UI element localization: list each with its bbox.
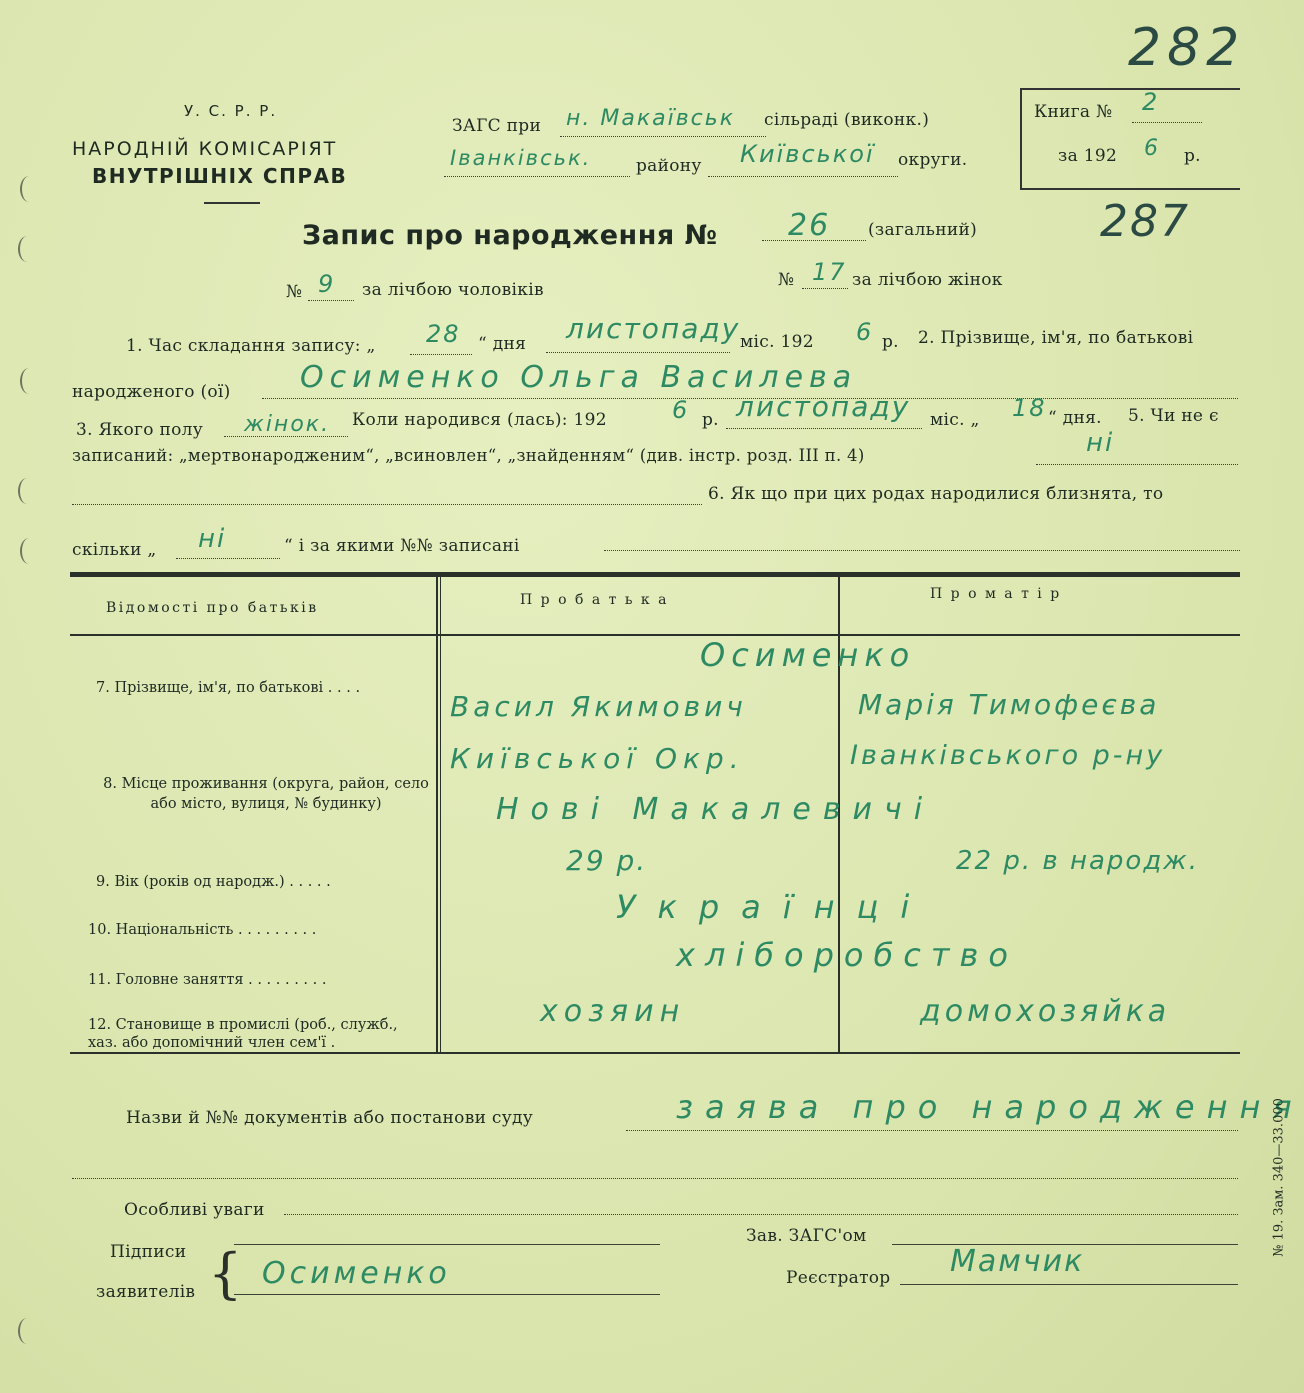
field5-label-cont: записаний: „мертвонародженим“, „всиновлен“, „знайденням“ (див. інстр. розд. III п. 4) <box>72 446 865 465</box>
field1-month-line <box>546 352 730 353</box>
male-count-value: 9 <box>318 270 336 298</box>
documents-line <box>626 1130 1238 1131</box>
zags-district-line <box>444 176 630 177</box>
page-number: 282 <box>1128 18 1246 78</box>
table-mother-name: Марія Тимофеєва <box>858 688 1160 721</box>
table-row-label: 12. Становище в промислі (роб., служб., хаз. або допомічний член сем'ї . <box>88 1017 398 1051</box>
binding-hole-mark <box>20 368 38 394</box>
field4-label: Коли народився (лась): 192 <box>352 410 607 430</box>
table-header-info: Відомості про батьків <box>106 600 319 616</box>
field5-line-2 <box>72 504 702 505</box>
female-count-prefix: № <box>778 270 795 290</box>
documents-label: Назви й №№ документів або постанови суду <box>126 1108 534 1128</box>
female-count-line <box>802 288 848 289</box>
table-row-label: 10. Національність . . . . . . . . . <box>88 922 317 938</box>
table-row-label: 11. Головне заняття . . . . . . . . . <box>88 972 327 988</box>
applicants-label-2: заявителів <box>96 1282 196 1302</box>
female-count-label: за лічбою жінок <box>852 270 1003 290</box>
zags-okrug-value: Київської <box>740 140 875 168</box>
print-mark: № 19. Зам. 340—33.000 <box>1271 1098 1287 1257</box>
field1-day: 28 <box>426 320 461 348</box>
applicant-signature: Осименко <box>262 1256 451 1291</box>
field4-day: 18 <box>1012 394 1047 422</box>
field1-day-line <box>410 354 472 355</box>
zags-village-value: н. Макаївськ <box>566 106 736 131</box>
zags-okrug-label: округи. <box>898 150 968 170</box>
table-top-rule <box>70 572 1240 577</box>
table-row-label: 9. Вік (років од народж.) . . . . . <box>96 874 331 890</box>
notes-label: Особливі уваги <box>124 1200 265 1220</box>
field6-count-prefix: скільки „ <box>72 540 157 560</box>
table-nationality: Українці <box>616 888 932 926</box>
table-father-name: Васил Якимович <box>450 690 747 723</box>
field4-year-suffix: р. <box>702 410 719 430</box>
binding-hole-mark <box>20 538 38 564</box>
binding-hole-mark <box>20 176 38 202</box>
applicants-brace: { <box>208 1242 243 1305</box>
registrar-line <box>900 1284 1238 1285</box>
male-count-prefix: № <box>286 282 303 302</box>
table-mother-age: 22 р. в народж. <box>956 846 1199 876</box>
table-surname: Осименко <box>700 636 916 674</box>
field5-value: ні <box>1086 428 1115 458</box>
notes-line <box>284 1214 1238 1215</box>
table-col-divider-1 <box>436 576 438 1054</box>
table-header-father: П р о б а т ь к а <box>520 592 669 608</box>
field6-count-line <box>176 558 280 559</box>
field6-count: ні <box>198 524 227 554</box>
field1-day-label: “ дня <box>478 334 527 354</box>
book-label: Книга № <box>1034 102 1113 122</box>
registrar-signature: Мамчик <box>950 1244 1085 1279</box>
ussr-heading: У. С. Р. Р. <box>184 102 278 120</box>
zags-district-value: Іванківськ. <box>450 146 592 170</box>
table-occupation: хліборобство <box>676 936 1018 974</box>
record-side-number: 287 <box>1100 196 1190 247</box>
field6-count-suffix: “ і за якими №№ записані <box>284 536 520 556</box>
field5-line <box>1036 464 1238 465</box>
book-number: 2 <box>1142 88 1160 116</box>
table-row-label: 8. Місце проживання (округа, район, село або місто, вулиця, № будинку) <box>103 776 429 812</box>
female-count-value: 17 <box>812 258 847 286</box>
field1-year-suffix: р. <box>882 332 899 352</box>
applicants-line-2 <box>234 1294 660 1295</box>
male-count-label: за лічбою чоловіків <box>362 280 544 300</box>
field1-year-digit: 6 <box>856 318 874 346</box>
field3-value: жінок. <box>244 412 331 437</box>
book-number-line <box>1132 122 1202 123</box>
field4-month-line <box>726 428 922 429</box>
record-general-label: (загальний) <box>868 220 978 240</box>
field2-label: 2. Прізвище, ім'я, по батькові <box>918 328 1194 348</box>
zags-council-label: сільраді (виконк.) <box>764 110 930 130</box>
field4-month: листопаду <box>736 390 911 423</box>
field4-day-suffix: “ дня. <box>1048 408 1102 428</box>
record-title: Запис про народження № <box>302 220 718 251</box>
field4-year-digit: 6 <box>672 396 690 424</box>
table-header-mother: П р о м а т і р <box>930 586 1062 602</box>
zags-prefix: ЗАГС при <box>452 116 542 136</box>
table-father-position: хозяин <box>540 994 686 1029</box>
table-bottom-rule <box>70 1052 1240 1054</box>
field3-line <box>224 436 348 437</box>
documents-value: заява про народження <box>676 1088 1304 1126</box>
table-father-place: Київської Окр. <box>450 742 745 775</box>
book-year-digit: 6 <box>1144 136 1160 161</box>
documents-line-2 <box>72 1178 1238 1179</box>
header-divider <box>204 202 260 204</box>
applicants-label-1: Підписи <box>110 1242 187 1262</box>
table-header-rule <box>70 634 1240 636</box>
binding-hole-mark <box>18 236 36 262</box>
head-label: Зав. ЗАГС'ом <box>746 1226 867 1246</box>
field6-label: 6. Як що при цих родах народилися близнята, то <box>708 484 1164 504</box>
book-year-prefix: за 192 <box>1058 146 1118 166</box>
table-father-age: 29 р. <box>566 844 648 877</box>
field2-label-cont: народженого (ої) <box>72 382 231 402</box>
record-number-line <box>762 240 866 241</box>
field1-month: листопаду <box>566 312 741 345</box>
field4-day-prefix: міс. „ <box>930 410 980 430</box>
table-mother-position: домохозяйка <box>920 994 1171 1029</box>
registrar-label: Реєстратор <box>786 1268 891 1288</box>
zags-district-label: району <box>636 156 702 176</box>
commissariat-heading: НАРОДНІЙ КОМІСАРІЯТ <box>72 138 338 160</box>
field3-label: 3. Якого полу <box>76 420 204 440</box>
field1-label: 1. Час складання запису: „ <box>126 336 376 356</box>
zags-village-line <box>560 136 766 137</box>
table-place-village: Нові Макалевичі <box>496 792 935 827</box>
table-col-divider-1b <box>440 576 441 1054</box>
applicants-line-1 <box>234 1244 660 1245</box>
internal-affairs-heading: ВНУТРІШНІХ СПРАВ <box>92 164 348 188</box>
book-year-suffix: р. <box>1184 146 1201 166</box>
table-mother-place: Іванківського р-ну <box>850 740 1166 771</box>
table-row-label: 7. Прізвище, ім'я, по батькові . . . . <box>96 680 361 696</box>
record-number: 26 <box>788 208 831 243</box>
field1-year-prefix: міс. 192 <box>740 332 814 352</box>
field6-line <box>604 550 1240 551</box>
field5-label: 5. Чи не є <box>1128 406 1219 426</box>
binding-hole-mark <box>18 1318 36 1344</box>
male-count-line <box>308 300 354 301</box>
zags-okrug-line <box>708 176 898 177</box>
field2-value: Осименко Ольга Василева <box>300 360 858 395</box>
binding-hole-mark <box>18 478 36 504</box>
